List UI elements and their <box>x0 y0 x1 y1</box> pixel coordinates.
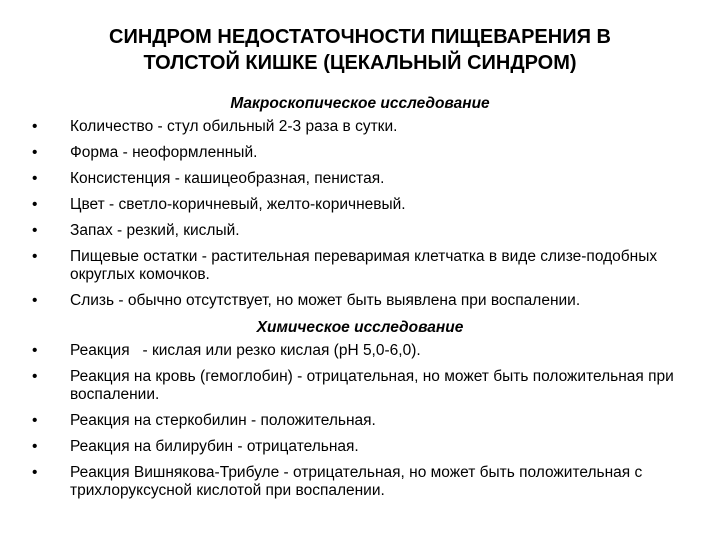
bullet-list-macroscopic <box>30 118 690 310</box>
bullet-icon: • <box>32 196 38 213</box>
bullet-icon: • <box>32 170 38 187</box>
bullet-icon: • <box>32 412 38 429</box>
list-item <box>30 144 690 162</box>
bullet-icon: • <box>32 342 38 359</box>
list-item <box>30 342 690 360</box>
bullet-icon: • <box>32 222 38 239</box>
list-item-text: Реакция Вишнякова-Трибуле - отрицательная, но может быть положительная с трихлоруксусной кислотой при воспалении. <box>70 464 647 499</box>
bullet-icon: • <box>32 368 38 385</box>
list-item-text: Количество - стул обильный 2-3 раза в сутки. <box>70 118 398 135</box>
list-item-text: Реакция - кислая или резко кислая (pH 5,0-6,0). <box>70 342 421 359</box>
slide-content <box>30 94 690 508</box>
slide-title-line-1: СИНДРОМ НЕДОСТАТОЧНОСТИ ПИЩЕВАРЕНИЯ В <box>109 26 611 48</box>
list-item <box>30 412 690 430</box>
bullet-icon: • <box>32 248 38 265</box>
list-item-text: Слизь - обычно отсутствует, но может быть выявлена при воспалении. <box>70 292 581 309</box>
list-item <box>30 248 690 284</box>
bullet-icon: • <box>32 118 38 135</box>
list-item-text: Консистенция - кашицеобразная, пенистая. <box>70 170 385 187</box>
list-item <box>30 368 690 404</box>
list-item <box>30 196 690 214</box>
list-item-text: Реакция на кровь (гемоглобин) - отрицательная, но может быть положительная при воспалении. <box>70 368 679 403</box>
list-item-text: Реакция на билирубин - отрицательная. <box>70 438 359 455</box>
bullet-icon: • <box>32 144 38 161</box>
list-item <box>30 222 690 240</box>
bullet-icon: • <box>32 464 38 481</box>
slide-title <box>40 24 680 76</box>
list-item-text: Форма - неоформленный. <box>70 144 258 161</box>
list-item-text: Реакция на стеркобилин - положительная. <box>70 412 376 429</box>
list-item-text: Запах - резкий, кислый. <box>70 222 240 239</box>
slide-title-line-2: ТОЛСТОЙ КИШКЕ (ЦЕКАЛЬНЫЙ СИНДРОМ) <box>143 52 577 74</box>
bullet-icon: • <box>32 292 38 309</box>
bullet-list-chemical <box>30 342 690 500</box>
list-item <box>30 464 690 500</box>
list-item-text: Цвет - светло-коричневый, желто-коричневый. <box>70 196 406 213</box>
list-item <box>30 170 690 188</box>
section-heading-macroscopic: Макроскопическое исследование <box>230 95 490 112</box>
bullet-icon: • <box>32 438 38 455</box>
list-item <box>30 292 690 310</box>
section-heading-chemical: Химическое исследование <box>256 319 464 336</box>
list-item-text: Пищевые остатки - растительная переваримая клетчатка в виде слизе-подобных округлых комочков. <box>70 248 662 283</box>
list-item <box>30 118 690 136</box>
list-item <box>30 438 690 456</box>
